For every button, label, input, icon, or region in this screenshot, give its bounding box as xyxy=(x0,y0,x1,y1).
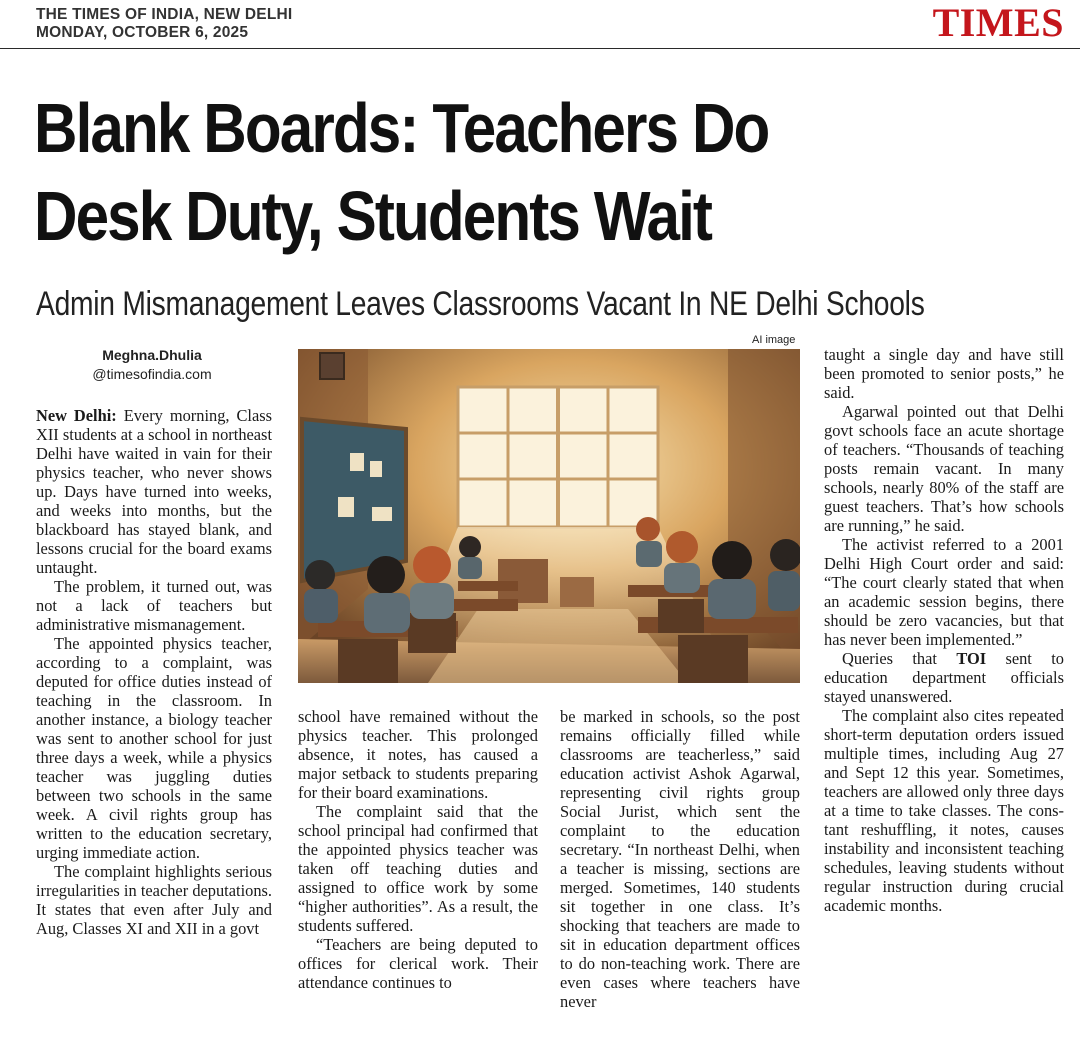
article-paragraph: The complaint also cites repeated short-term deputation orders issued multiple times, including Aug 27 and Sept 12 this year. Sometimes, teachers are allowed only three days at a time to take classes. The constant reshuffling, it notes, causes instability and inconsistent teaching schedules, leaving students without regular instruction during crucial academic months. xyxy=(824,706,1064,915)
toi-mention: TOI xyxy=(956,649,987,668)
article-paragraph: The problem, it turned out, was not a lack of teachers but administrative mismanagement. xyxy=(36,577,272,634)
article-paragraph xyxy=(824,649,1064,706)
classroom-illustration-svg xyxy=(298,349,800,683)
byline-name: Meghna.Dhulia xyxy=(102,347,202,363)
headline-line-2: Desk Duty, Students Wait xyxy=(34,177,712,255)
article-column-4 xyxy=(824,345,1064,915)
ai-image-label: AI image xyxy=(752,334,796,346)
article-paragraph: “Teachers are being deputed to offices for clerical work. Their attendance continues to xyxy=(298,935,538,992)
article-paragraph: The activist referred to a 2001 Delhi High Court order and said: “The court clearly stated that when an academic session begins, there should be zero vacancies, but that has never been implemented.” xyxy=(824,535,1064,649)
article-column-2 xyxy=(298,707,538,992)
article-text: Queries that xyxy=(842,649,957,668)
headline-line-1: Blank Boards: Teachers Do xyxy=(34,89,769,167)
article-paragraph: The complaint said that the school principal had confirmed that the appointed physics teacher was taken off teaching duties and assigned to office work by some “higher authorities”. As a result, the students suffered. xyxy=(298,802,538,935)
article-text: sent to education department officials stayed unanswered. xyxy=(824,649,1064,706)
article-paragraph: Agarwal pointed out that Delhi govt schools face an acute shortage of teachers. “Thousands of teaching posts remain vacant. In many schools, nearly 80% of the staff are guest teachers. That’s how schools are running,” he said. xyxy=(824,402,1064,535)
article-column-3 xyxy=(560,707,800,1011)
masthead-date: MONDAY, OCTOBER 6, 2025 xyxy=(36,24,249,41)
article-paragraph xyxy=(36,406,272,577)
article-column-1 xyxy=(36,406,272,938)
article-paragraph: The appointed physics teacher, according to a complaint, was deputed for office duties instead of teaching in the classroom. In another instance, a biology teacher was sent to another school for just three days a week, while a physics teacher was juggling duties between two schools in the same week. A civil rights group has written to the education secretary, urging immediate action. xyxy=(36,634,272,862)
byline xyxy=(36,346,268,384)
masthead-edition-block xyxy=(36,6,292,42)
article-paragraph: school have remained without the physics teacher. This prolonged absence, it notes, has caused a major setback to students preparing for their board examinations. xyxy=(298,707,538,802)
article-paragraph: be marked in schools, so the post remains officially filled while classrooms are teacherless,” said education activist Ashok Agarwal, representing civil rights group Social Jurist, which sent the complaint to the education secretary. “In northeast Delhi, when a teacher is missing, sections are merged. Sometimes, 140 students sit together in one class. It’s shocking that teachers are made to sit in education department offices to do non-teaching work. There are even cases where teachers have never xyxy=(560,707,800,1011)
article-text: Every morning, Class XII students at a school in northeast Delhi have waited in vain for their physics teacher, who never shows up. Days have turned into weeks, and weeks into months, but the blackboard has stayed blank, and lessons crucial for the board exams untaught. xyxy=(36,406,272,577)
masthead xyxy=(0,0,1080,49)
subheadline: Admin Mismanagement Leaves Classrooms Vacant In NE Delhi Schools xyxy=(36,285,925,323)
times-logo: TIMES xyxy=(932,0,1064,45)
masthead-edition: THE TIMES OF INDIA, NEW DELHI xyxy=(36,6,293,23)
article-paragraph: The complaint highlights serious irregularities in teacher deputations. It states that even after July and Aug, Classes XI and XII in a govt xyxy=(36,862,272,938)
article-paragraph: taught a single day and have still been promoted to senior posts,” he said. xyxy=(824,345,1064,402)
headline xyxy=(34,84,911,260)
classroom-illustration xyxy=(298,349,800,683)
byline-source: @timesofindia.com xyxy=(92,366,212,382)
dateline: New Delhi: xyxy=(36,406,117,425)
